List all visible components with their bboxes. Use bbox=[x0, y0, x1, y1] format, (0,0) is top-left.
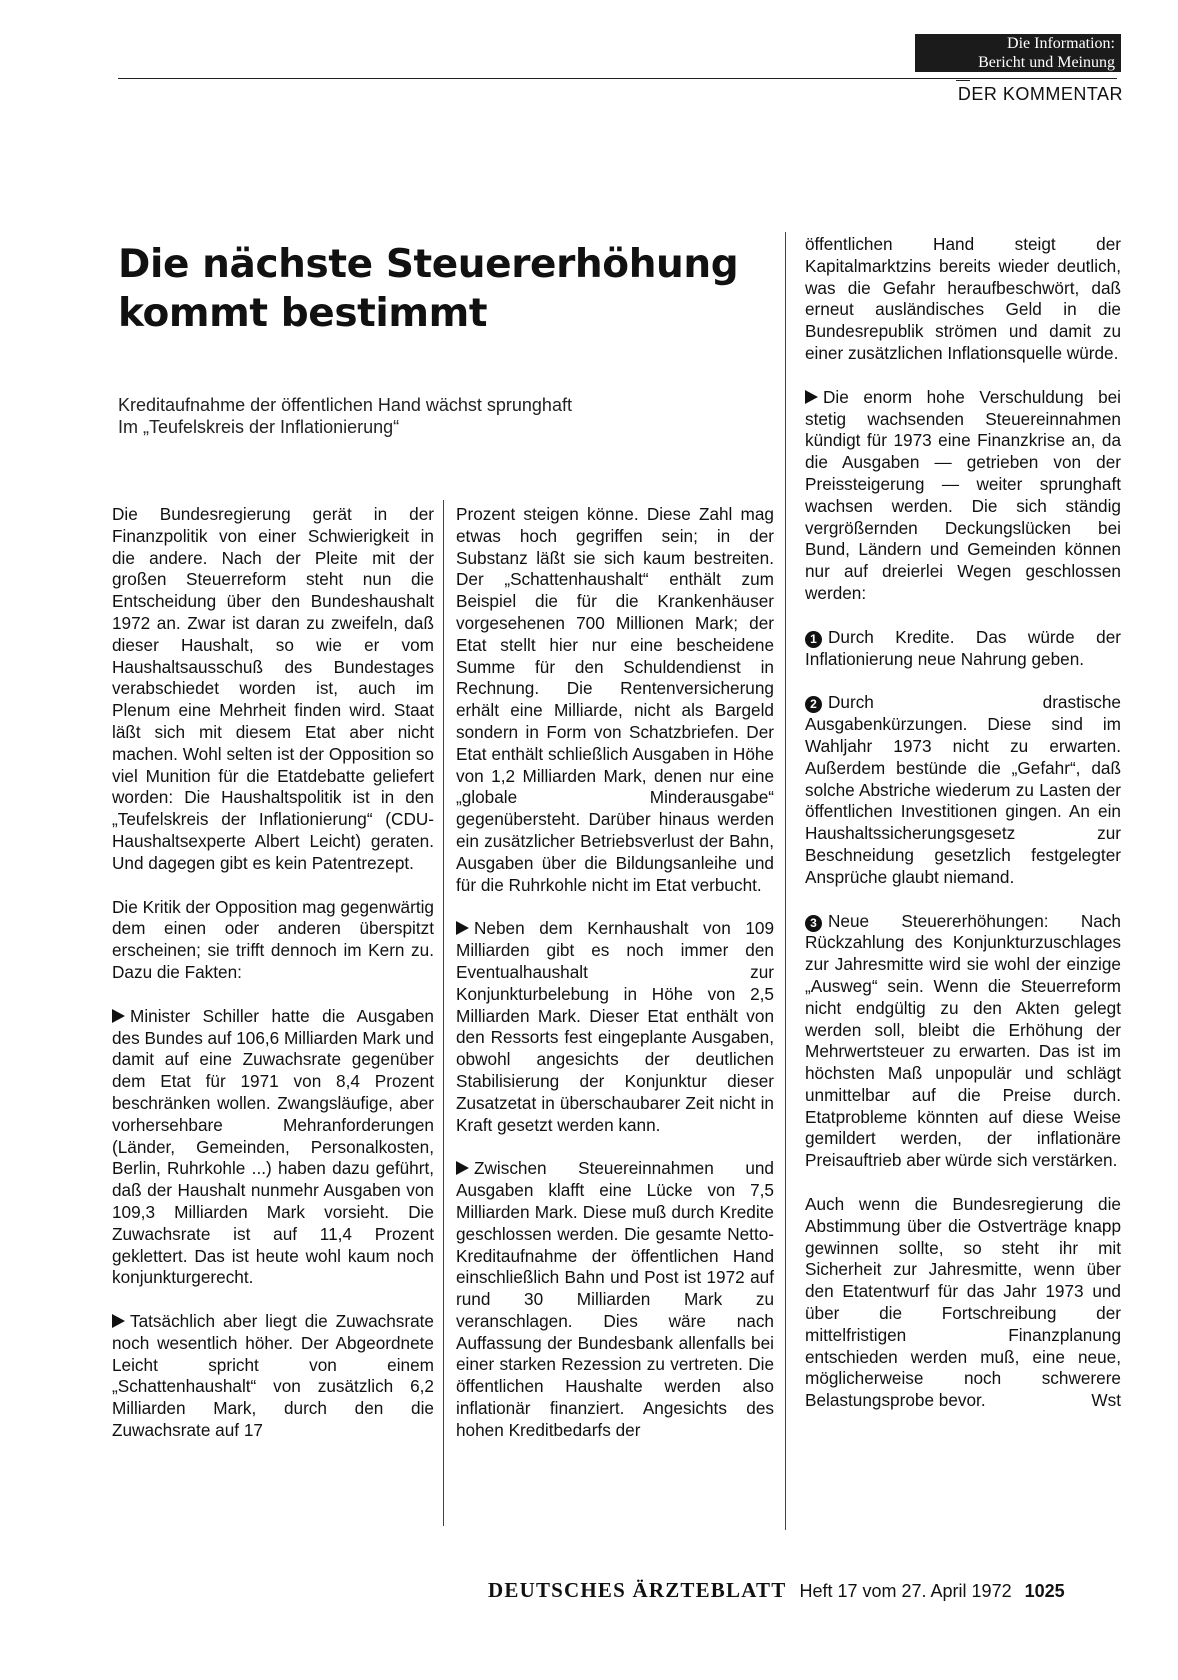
numbered-item-text: Durch Kredite. Das würde der Inflationierung neue Nahrung geben. bbox=[805, 626, 1121, 669]
bullet-paragraph bbox=[805, 387, 1121, 605]
article-subhead bbox=[118, 394, 758, 438]
paragraph: Prozent steigen könne. Diese Zahl mag etwas hoch gegriffen sein; in der Substanz läßt sie sich kaum bestreiten. Der „Schattenhaushalt“ enthält zum Beispiel die für die Krankenhäuser vorgesehenen 700 Millionen Mark; der Etat stellt hier nur eine bescheidene Summe für den Schuldendienst in Rechnung. Die Rentenversicherung erhält eine Milliarde, nicht als Bargeld sondern in Form von Schatzbriefen. Der Etat enthält schließlich Ausgaben in Höhe von 1,2 Milliarden Mark, denen nur eine „globale Minderausgabe“ gegenübersteht. Darüber hinaus werden ein zusätzlicher Betriebsverlust der Bahn, Ausgaben über die Bildungsanleihe und für die Ruhrkohle nicht im Etat verbucht. bbox=[456, 504, 774, 895]
triangle-bullet-icon bbox=[456, 1161, 469, 1175]
numbered-item bbox=[805, 692, 1121, 888]
circled-number-icon: 3 bbox=[805, 915, 822, 932]
column-divider-2 bbox=[785, 232, 786, 1530]
bullet-paragraph bbox=[112, 1006, 434, 1289]
header-rule bbox=[118, 78, 1117, 79]
header-rule-mark bbox=[956, 80, 970, 81]
section-label-line1: Die Information: bbox=[1007, 35, 1115, 52]
bullet-text: Minister Schiller hatte die Ausgaben des Bundes auf 106,6 Milliarden Mark und damit auf eine Zuwachsrate gegenüber dem Etat für 1971 von 8,4 Prozent beschränken wollen. Zwangsläufige, aber vorhersehbare Mehranforderungen (Länder, Gemeinden, Personalkosten, Berlin, Ruhrkohle ...) haben dazu geführt, daß der Haushalt nunmehr Ausgaben von 109,3 Milliarden Mark vorsieht. Die Zuwachsrate ist auf 11,4 Prozent geklettert. Das ist heute wohl kaum noch konjunkturgerecht. bbox=[112, 1005, 434, 1288]
triangle-bullet-icon bbox=[112, 1314, 125, 1328]
page-number: 1025 bbox=[1024, 1581, 1065, 1601]
bullet-text: Die enorm hohe Verschuldung bei stetig wachsenden Steuereinnahmen kündigt für 1973 eine Finanzkrise an, da die Ausgaben — getrieben von der Preissteigerung — weiter sprunghaft wachsen werden. Die sich ständig vergrößernden Deckungslücken bei Bund, Ländern und Gemeinden können nur auf dreierlei Wegen geschlossen werden: bbox=[805, 386, 1121, 603]
section-label-box bbox=[915, 34, 1121, 72]
issue-info: Heft 17 vom 27. April 1972 bbox=[799, 1581, 1012, 1601]
article-column-3 bbox=[805, 234, 1121, 1412]
rubric-label: DER KOMMENTAR bbox=[957, 84, 1123, 104]
bullet-text: Zwischen Steuereinnahmen und Ausgaben klafft eine Lücke von 7,5 Milliarden Mark. Diese muß durch Kredite geschlossen werden. Die gesamte Netto-Kreditaufnahme der öffentlichen Hand einschließlich Bahn und Post ist 1972 auf rund 30 Milliarden Mark zu veranschlagen. Dies wäre nach Auffassung der Bundesbank allenfalls bei einer starken Rezession zu vertreten. Die öffentlichen Haushalte werden also inflationär finanziert. Angesichts des hohen Kreditbedarfs der bbox=[456, 1158, 774, 1440]
paragraph: Die Kritik der Opposition mag gegenwärtig dem einen oder anderen überspitzt erscheinen; sie trifft dennoch im Kern zu. Dazu die Fakten: bbox=[112, 896, 434, 982]
triangle-bullet-icon bbox=[805, 390, 818, 404]
bullet-paragraph bbox=[112, 1311, 434, 1442]
section-label-line2: Bericht und Meinung bbox=[978, 54, 1115, 71]
numbered-item bbox=[805, 911, 1121, 1173]
closing-paragraph bbox=[805, 1194, 1121, 1412]
article-headline: Die nächste Steuererhöhung kommt bestimmt bbox=[118, 242, 739, 336]
column-divider-1 bbox=[443, 500, 444, 1526]
paragraph: Die Bundesregierung gerät in der Finanzpolitik von einer Schwierigkeit in die andere. Nach der Pleite mit der großen Steuerreform steht nun die Entscheidung über den Bundeshaushalt 1972 an. Zwar ist daran zu zweifeln, daß dieser Haushalt, so wie er vom Haushaltsausschuß des Bundestages verabschiedet worden ist, auch im Plenum eine Mehrheit finden wird. Staat läßt sich mit diesem Etat aber nicht machen. Wohl selten ist der Opposition so viel Munition für die Etatdebatte geliefert worden: Die Haushaltspolitik ist in den „Teufelskreis der Inflationierung“ (CDU-Haushaltsexperte Albert Leicht) geraten. Und dagegen gibt es kein Patentrezept. bbox=[112, 504, 434, 873]
author-signature: Wst bbox=[1091, 1390, 1121, 1411]
triangle-bullet-icon bbox=[456, 921, 469, 935]
subhead-line-2: Im „Teufelskreis der Inflationierung“ bbox=[118, 417, 400, 437]
subhead-line-1: Kreditaufnahme der öffentlichen Hand wächst sprunghaft bbox=[118, 395, 572, 415]
numbered-item bbox=[805, 627, 1121, 671]
page-footer bbox=[488, 1578, 1065, 1603]
bullet-paragraph bbox=[456, 918, 774, 1136]
masthead: DEUTSCHES ÄRZTEBLATT bbox=[488, 1578, 787, 1602]
circled-number-icon: 1 bbox=[805, 631, 822, 648]
closing-text: Auch wenn die Bundesregierung die Abstimmung über die Ostverträge knapp gewinnen sollte, so steht ihr mit Sicherheit zur Jahresmitte, wenn über den Etatentwurf für das Jahr 1973 und über die Fortschreibung der mittelfristigen Finanzplanung entschieden werden muß, eine neue, möglicherweise noch schwerere Belastungsprobe bevor. bbox=[805, 1194, 1121, 1411]
numbered-item-text: Neue Steuererhöhungen: Nach Rückzahlung des Konjunkturzuschlages zur Jahresmitte wird sie wohl der einzige „Ausweg“ sein. Wenn die Steuerreform nicht endgültig zu den Akten gelegt werden soll, bleibt die Erhöhung der Mehrwertsteuer zu erwarten. Das ist im höchsten Maß unpopulär und schlägt unmittelbar auf die Preise durch. Etatprobleme könnten auf diese Weise gemildert werden, der inflationäre Preisauftrieb aber würde sich verstärken. bbox=[805, 910, 1121, 1171]
circled-number-icon: 2 bbox=[805, 696, 822, 713]
bullet-paragraph bbox=[456, 1158, 774, 1441]
triangle-bullet-icon bbox=[112, 1009, 125, 1023]
bullet-text: Tatsächlich aber liegt die Zuwachsrate noch wesentlich höher. Der Abgeordnete Leicht spricht von einem „Schattenhaushalt“ von zusätzlich 6,2 Milliarden Mark, durch den die Zuwachsrate auf 17 bbox=[112, 1311, 434, 1441]
article-column-2 bbox=[456, 504, 774, 1442]
article-column-1 bbox=[112, 504, 434, 1442]
paragraph: öffentlichen Hand steigt der Kapitalmarktzins bereits wieder deutlich, was die Gefahr heraufbeschwört, daß erneut ausländisches Geld in die Bundesrepublik strömen und damit zu einer zusätzlichen Inflationsquelle würde. bbox=[805, 234, 1121, 363]
numbered-item-text: Durch drastische Ausgabenkürzungen. Diese sind im Wahljahr 1973 nicht zu erwarten. Außerdem bestünde die „Gefahr“, daß solche Abstriche wiederum zu Lasten der öffentlichen Investitionen gingen. An ein Haushaltssicherungsgesetz zur Beschneidung gesetzlich festgelegter Ansprüche glaubt niemand. bbox=[805, 692, 1121, 887]
bullet-text: Neben dem Kernhaushalt von 109 Milliarden gibt es noch immer den Eventualhaushalt zur Konjunkturbelebung in Höhe von 2,5 Milliarden Mark. Dieser Etat enthält von den Ressorts fest eingeplante Ausgaben, obwohl angesichts der deutlichen Stabilisierung der Konjunktur dieser Zusatzetat in überschaubarer Zeit nicht in Kraft gesetzt werden kann. bbox=[456, 918, 774, 1135]
